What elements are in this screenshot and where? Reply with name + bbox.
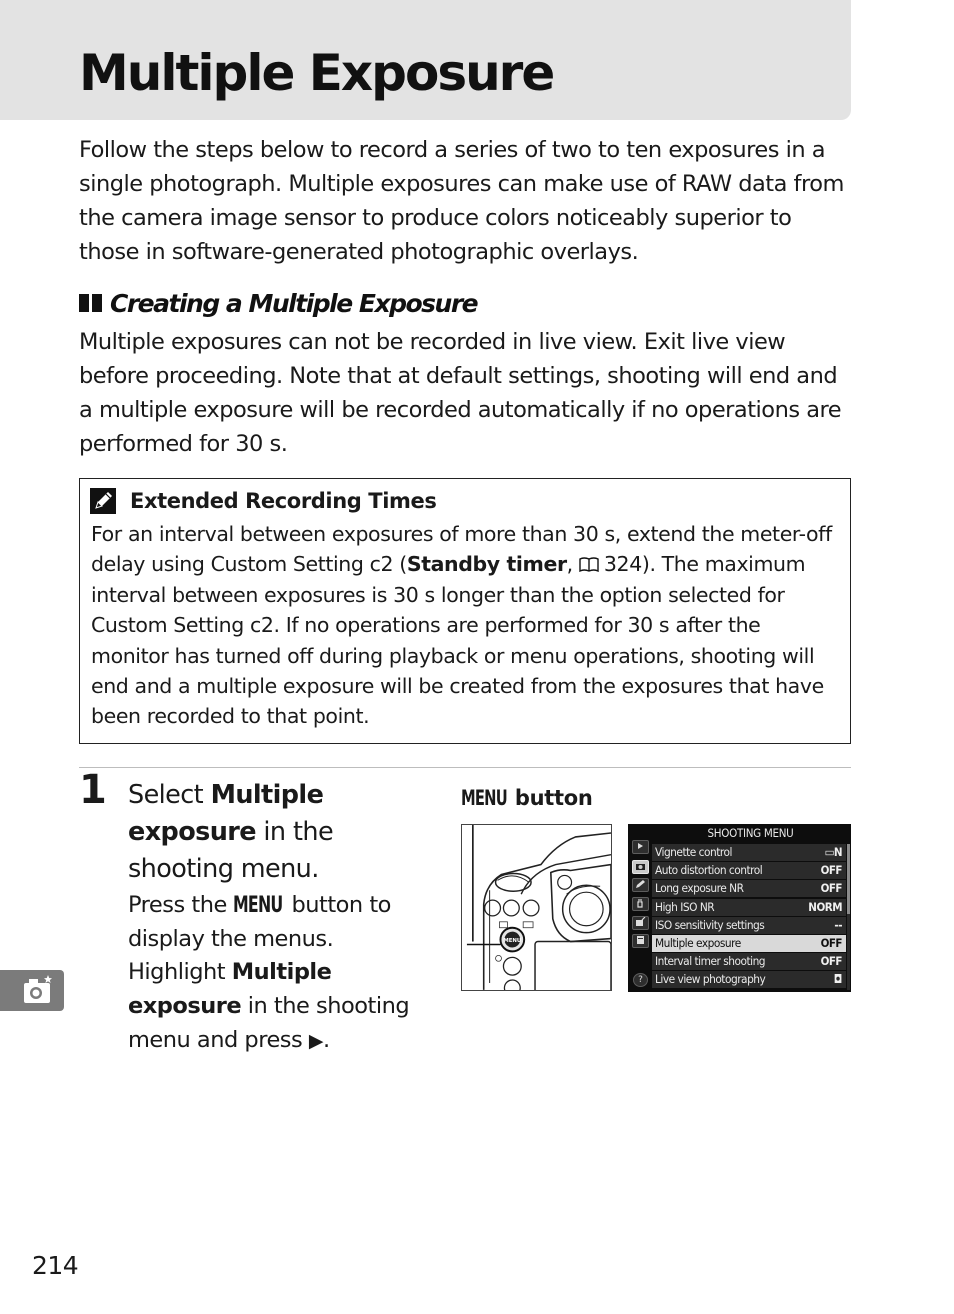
intro-paragraph: Follow the steps below to record a series of two to ten exposures in a single photograph. Multiple exposures can make use of RAW data from the camera image sensor to produce colors noticeably superior to those in software-generated photographic overlays. bbox=[79, 137, 844, 265]
menu-item-high-iso-nr[interactable] bbox=[652, 899, 846, 916]
note-bold-term: Standby timer bbox=[406, 552, 567, 577]
step-bold-term: Multiple exposure bbox=[128, 959, 332, 1020]
note-text: For an interval between exposures of more than 30 s, extend the meter-off delay using Custom Setting c2 ( bbox=[91, 522, 832, 577]
step-text: Press the bbox=[128, 892, 234, 918]
menu-word: MENU bbox=[233, 892, 283, 918]
menu-item-label: Interval timer shooting bbox=[655, 954, 766, 969]
step-text: . bbox=[323, 1026, 330, 1053]
menu-item-value: OFF bbox=[820, 954, 842, 969]
retouch-icon[interactable] bbox=[632, 916, 649, 930]
menu-item-auto-distortion-control[interactable] bbox=[652, 862, 846, 879]
step-title bbox=[128, 777, 428, 888]
step-instructions bbox=[128, 889, 433, 1059]
my-menu-icon[interactable] bbox=[632, 934, 649, 948]
caption-text: button bbox=[507, 786, 593, 810]
menu-item-value: NORM bbox=[808, 899, 842, 914]
menu-item-interval-timer-shooting[interactable] bbox=[652, 953, 846, 970]
section-heading-text: Creating a Multiple Exposure bbox=[110, 288, 478, 318]
menu-item-label: Live view photography bbox=[655, 972, 766, 987]
page-number: 214 bbox=[32, 1251, 79, 1280]
menu-item-label: Auto distortion control bbox=[655, 863, 763, 878]
lcd-menu-list bbox=[652, 844, 846, 990]
step-title-text: Select bbox=[128, 780, 211, 810]
page-reference-link[interactable]: 324 bbox=[603, 552, 642, 577]
note-text: ). The maximum interval between exposures is 30 s longer than the option selected for Custom Setting c2. If no operations are performed for 30 s after the monitor has turned off during playback or menu operations, shooting will end and a multiple exposure will be created from the exposures that have been recorded to that point. bbox=[91, 552, 824, 729]
chapter-tab[interactable] bbox=[0, 970, 64, 1011]
menu-item-label: Multiple exposure bbox=[655, 935, 741, 950]
menu-item-value: OFF bbox=[820, 863, 842, 878]
pencil-note-icon bbox=[90, 488, 116, 514]
step-divider bbox=[79, 767, 851, 768]
menu-item-label: ISO sensitivity settings bbox=[655, 917, 765, 932]
pencil-icon[interactable] bbox=[632, 878, 649, 892]
menu-item-label: Long exposure NR bbox=[655, 881, 744, 896]
lcd-scroll-thumb[interactable] bbox=[847, 844, 850, 914]
lcd-menu-title: SHOOTING MENU bbox=[707, 826, 794, 840]
wrench-icon[interactable] bbox=[632, 897, 649, 911]
camera-icon[interactable] bbox=[632, 860, 649, 874]
menu-button-caption bbox=[461, 786, 593, 810]
menu-item-value: ◘ bbox=[833, 972, 842, 987]
menu-word: MENU bbox=[461, 786, 507, 810]
note-box bbox=[79, 478, 851, 744]
lcd-scrollbar[interactable] bbox=[847, 844, 850, 990]
step-title-bold: Multiple exposure bbox=[128, 780, 324, 847]
section-heading bbox=[79, 286, 477, 320]
section-body: Multiple exposures can not be recorded in live view. Exit live view before proceeding. Note that at default settings, shooting will end and a multiple exposure will be recorded automatically if no operations are performed for 30 s. bbox=[79, 329, 842, 457]
menu-item-vignette-control[interactable] bbox=[652, 844, 846, 861]
camera-back-illustration bbox=[461, 824, 612, 991]
step-text: button to display the menus. Highlight bbox=[128, 892, 391, 986]
step-title-text: in the shooting menu. bbox=[128, 817, 334, 884]
camera-menu-tab-icon bbox=[0, 970, 64, 1011]
note-text: , bbox=[566, 552, 579, 577]
menu-item-value: ▭N bbox=[824, 845, 842, 859]
menu-item-value: OFF bbox=[820, 935, 842, 950]
note-title: Extended Recording Times bbox=[130, 489, 437, 513]
step-number: 1 bbox=[79, 767, 107, 813]
help-icon[interactable]: ? bbox=[633, 973, 648, 987]
section-marker-icon bbox=[79, 294, 102, 312]
menu-item-live-view-photography[interactable] bbox=[652, 971, 846, 988]
menu-item-iso-sensitivity-settings[interactable] bbox=[652, 917, 846, 934]
page-title: Multiple Exposure bbox=[79, 44, 554, 102]
step-text: in the shooting menu and press bbox=[128, 993, 410, 1053]
menu-item-label: High ISO NR bbox=[655, 899, 715, 914]
note-header bbox=[90, 487, 436, 515]
book-reference-icon bbox=[579, 557, 599, 572]
lcd-menu-tabs bbox=[628, 838, 650, 992]
menu-item-label: Vignette control bbox=[655, 845, 732, 859]
menu-item-value: -- bbox=[834, 917, 842, 932]
menu-item-value: OFF bbox=[820, 881, 842, 896]
menu-button-label: MENU bbox=[503, 938, 522, 945]
right-arrow-icon: ▶ bbox=[308, 1029, 324, 1052]
menu-item-long-exposure-nr[interactable] bbox=[652, 880, 846, 897]
note-body bbox=[91, 519, 843, 732]
lcd-shooting-menu bbox=[628, 824, 851, 992]
menu-item-multiple-exposure[interactable] bbox=[652, 935, 846, 952]
playback-icon[interactable] bbox=[632, 840, 649, 854]
